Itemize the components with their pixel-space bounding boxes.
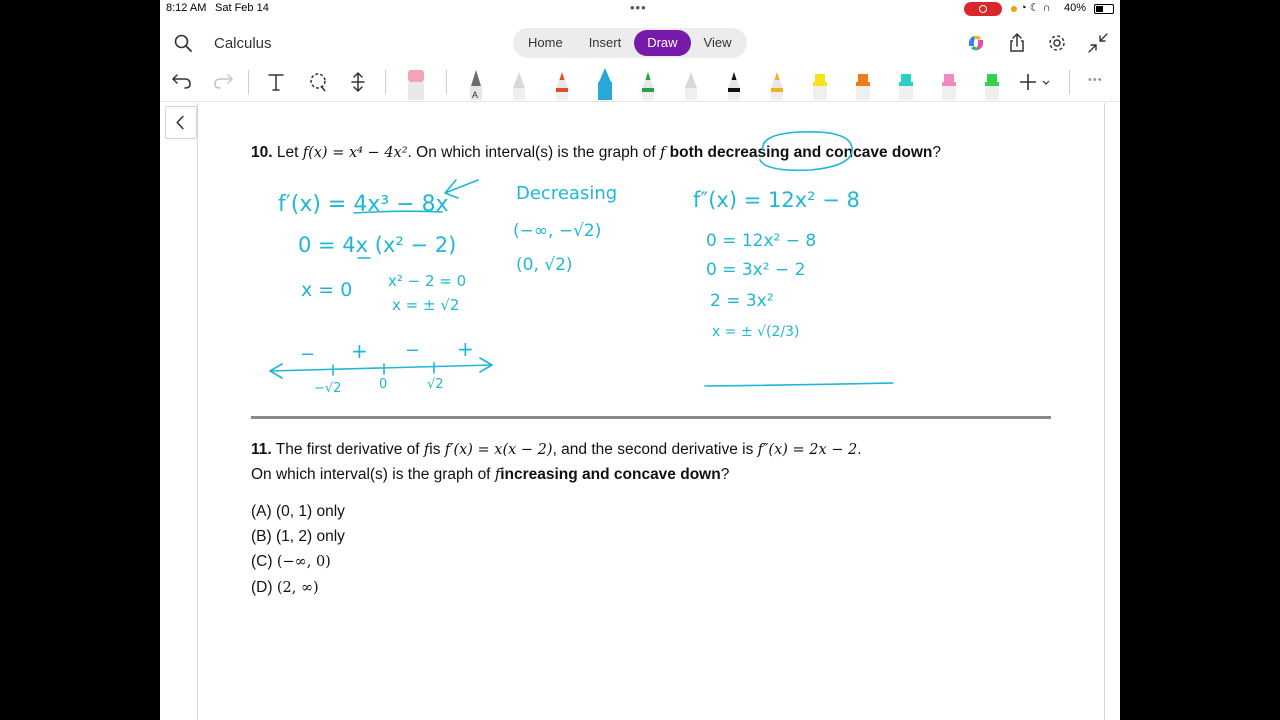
settings-gear-icon[interactable] bbox=[1046, 32, 1068, 54]
battery-percent: 40% bbox=[1064, 2, 1087, 14]
undo-icon[interactable] bbox=[170, 70, 194, 94]
q10-text-prefix: Let bbox=[276, 144, 303, 161]
q10-bold-text: both decreasing and concave down bbox=[669, 144, 933, 161]
pen-silver-icon[interactable] bbox=[682, 68, 700, 100]
choice-a-value: (0, 1) only bbox=[275, 503, 345, 520]
q10-end: ? bbox=[932, 144, 941, 161]
choice-c[interactable] bbox=[251, 553, 331, 571]
ink-decreasing-label: Decreasing bbox=[516, 183, 618, 204]
more-options-icon[interactable]: ••• bbox=[1088, 74, 1103, 86]
highlighter-green-icon[interactable] bbox=[983, 68, 1001, 100]
choice-b-label: (B) bbox=[251, 528, 272, 545]
wifi-icon: ◔ ☾ ∩ bbox=[1020, 2, 1051, 14]
choice-d[interactable] bbox=[251, 579, 319, 597]
ink-f2-step4: x = ± √(2/3) bbox=[712, 324, 800, 340]
q11-text-b: is bbox=[429, 441, 445, 458]
pencil-tool-icon[interactable] bbox=[467, 68, 485, 100]
ink-f2-step2: 0 = 3x² − 2 bbox=[706, 260, 806, 280]
ink-decreasing-interval-2: (0, √2) bbox=[516, 255, 573, 275]
q11-line2-a: On which interval(s) is the graph of bbox=[251, 466, 495, 483]
ink-sign-1: − bbox=[300, 344, 316, 365]
q10-f: f bbox=[659, 145, 666, 161]
multitask-dots-icon[interactable]: ••• bbox=[630, 0, 647, 15]
section-divider bbox=[251, 416, 1051, 419]
choice-b-value: (1, 2) only bbox=[275, 528, 345, 545]
highlighter-orange-icon[interactable] bbox=[854, 68, 872, 100]
q11-number: 11. bbox=[251, 441, 272, 458]
ink-f2: f″(x) = 12x² − 8 bbox=[693, 188, 860, 212]
ink-decreasing-interval-1: (−∞, −√2) bbox=[513, 221, 602, 241]
q11-fdoubleprime: f″(x) = 2x − 2 bbox=[757, 442, 858, 458]
highlighter-yellow-icon[interactable] bbox=[811, 68, 829, 100]
lasso-select-icon[interactable] bbox=[306, 70, 330, 94]
tab-insert[interactable]: Insert bbox=[588, 35, 622, 50]
q11-fprime: f′(x) = x(x − 2) bbox=[444, 442, 553, 458]
ink-fprime: f′(x) = 4x³ − 8x bbox=[278, 192, 449, 217]
ink-f2-step3: 2 = 3x² bbox=[710, 291, 774, 311]
pen-yellow-icon[interactable] bbox=[768, 68, 786, 100]
pen-green-icon[interactable] bbox=[639, 68, 657, 100]
ink-sign-2: + bbox=[351, 339, 368, 363]
ink-tick-label-3: √2 bbox=[427, 377, 444, 392]
add-space-icon[interactable] bbox=[346, 70, 370, 94]
q11-line2-f: f bbox=[494, 467, 501, 483]
q11-line2-end: ? bbox=[720, 466, 730, 483]
q11-text-c: , and the second derivative is bbox=[552, 441, 758, 458]
note-page[interactable] bbox=[197, 103, 1105, 720]
choice-b[interactable] bbox=[251, 528, 345, 546]
choice-d-label: (D) bbox=[251, 579, 273, 596]
choice-d-value: (2, ∞) bbox=[276, 580, 319, 596]
q10-function: f(x) = x⁴ − 4x² bbox=[302, 145, 408, 161]
status-time: 8:12 AM bbox=[166, 2, 207, 14]
add-pen-icon[interactable] bbox=[1019, 70, 1053, 94]
question-11-line1 bbox=[251, 441, 862, 459]
ink-sign-4: + bbox=[457, 337, 474, 361]
q11-line1-end: . bbox=[857, 441, 862, 458]
battery-icon bbox=[1094, 4, 1114, 14]
eraser-icon[interactable] bbox=[407, 68, 425, 100]
q11-line2-bold: increasing and concave down bbox=[500, 466, 721, 483]
ipad-screen bbox=[160, 0, 1120, 720]
q10-text-mid: . On which interval(s) is the graph of bbox=[407, 144, 660, 161]
pen-black-icon[interactable] bbox=[725, 68, 743, 100]
ink-tick-label-2: 0 bbox=[379, 377, 388, 392]
pen-red-icon[interactable] bbox=[553, 68, 571, 100]
q11-f: f bbox=[423, 442, 430, 458]
ink-root-x0: x = 0 bbox=[301, 279, 353, 301]
ink-sign-3: − bbox=[405, 340, 421, 361]
collapse-fullscreen-icon[interactable] bbox=[1087, 32, 1109, 54]
highlighter-pink-icon[interactable] bbox=[940, 68, 958, 100]
ribbon-tabs bbox=[513, 28, 747, 58]
collapse-nav-icon[interactable] bbox=[165, 106, 197, 139]
tab-draw[interactable]: Draw bbox=[634, 30, 690, 56]
q11-text-a: The first derivative of bbox=[275, 441, 424, 458]
ink-f2-zero: 0 = 12x² − 8 bbox=[706, 231, 817, 251]
pen-gray-icon[interactable] bbox=[510, 68, 528, 100]
question-11-line2 bbox=[251, 466, 729, 484]
ink-root-eq: x² − 2 = 0 bbox=[388, 272, 467, 290]
search-icon[interactable] bbox=[174, 34, 192, 52]
share-icon[interactable] bbox=[1006, 32, 1028, 54]
q10-number: 10. bbox=[251, 144, 273, 161]
redo-icon[interactable] bbox=[211, 70, 235, 94]
svg-text:A: A bbox=[472, 90, 479, 100]
text-icon[interactable] bbox=[264, 70, 288, 94]
tab-home[interactable]: Home bbox=[528, 35, 563, 50]
choice-c-value: (−∞, 0) bbox=[276, 554, 331, 570]
app-header bbox=[160, 24, 1120, 64]
status-bar bbox=[160, 0, 1120, 18]
ink-factored: 0 = 4x (x² − 2) bbox=[298, 233, 457, 257]
notebook-title[interactable]: Calculus bbox=[214, 35, 272, 52]
copilot-icon[interactable] bbox=[965, 32, 987, 54]
status-date: Sat Feb 14 bbox=[215, 2, 269, 14]
tab-view[interactable]: View bbox=[703, 35, 732, 50]
choice-a-label: (A) bbox=[251, 503, 272, 520]
choice-a[interactable] bbox=[251, 503, 345, 521]
screen-recording-icon[interactable] bbox=[964, 2, 1002, 16]
draw-toolbar bbox=[160, 64, 1120, 102]
ink-root-sqrt: x = ± √2 bbox=[392, 296, 460, 314]
ink-tick-label-1: −√2 bbox=[314, 381, 342, 396]
mic-indicator-icon bbox=[1011, 6, 1017, 12]
highlighter-teal-icon[interactable] bbox=[897, 68, 915, 100]
question-10 bbox=[251, 144, 941, 162]
marker-blue-selected-icon[interactable] bbox=[596, 68, 614, 100]
choice-c-label: (C) bbox=[251, 553, 273, 570]
